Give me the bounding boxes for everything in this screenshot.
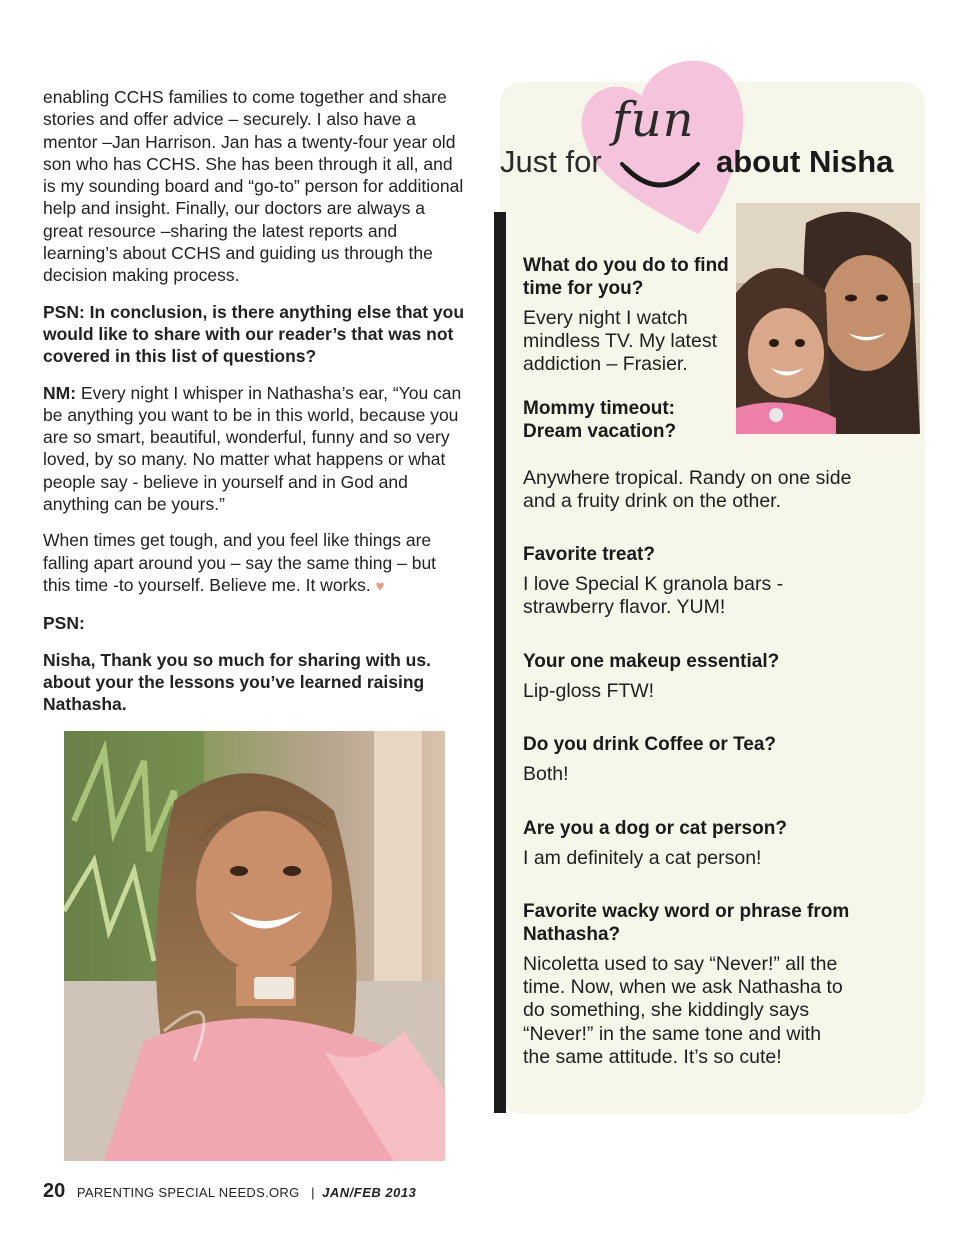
qa-item <box>523 817 858 870</box>
psn-question: PSN: In conclusion, is there anything else that you would like to share with our reader’s that was not covered in this list of questions? <box>43 301 465 367</box>
thanks-paragraph: Nisha, Thank you so much for sharing with us. about your the lessons you’ve learned raising Nathasha. <box>43 649 431 715</box>
tough-times-paragraph <box>43 529 468 598</box>
page-footer <box>43 1180 416 1203</box>
qa-item <box>523 467 863 513</box>
girl-photo <box>64 731 445 1161</box>
qa-answer: Every night I watch mindless TV. My latest addiction – Frasier. <box>523 307 717 376</box>
qa-question: Favorite wacky word or phrase from Nathasha? <box>523 901 850 945</box>
heart-icon: ♥ <box>375 577 385 595</box>
qa-question: Your one makeup essential? <box>523 651 780 672</box>
qa-answer: Nicoletta used to say “Never!” all the time. Now, when we ask Nathasha to do something, she kiddingly says “Never!” in the same tone and with the same attitude. It’s so cute! <box>523 953 843 1068</box>
qa-question: Do you drink Coffee or Tea? <box>523 734 777 755</box>
qa-item <box>523 733 858 786</box>
qa-item <box>523 650 858 703</box>
footer-issue: JAN/FEB 2013 <box>322 1185 417 1200</box>
qa-item <box>523 543 858 619</box>
article-paragraph: enabling CCHS families to come together and share stories and offer advice – securely. I also have a mentor –Jan Harrison. Jan has a twenty-four year old son who has CCHS. She has been through it all, and is my sounding board and “go-to” person for additional help and insight. Finally, our doctors are always a great resource –sharing the latest reports and learning’s about CCHS and guiding us through the decision making process. <box>43 87 464 286</box>
nm-answer: Every night I whisper in Nathasha’s ear, “You can be anything you want to be in this world, because you are so smart, beautiful, wonderful, funny and so very loved, by so many. No matter what happens or what people say - believe in yourself and in God and anything can be yours.” <box>43 382 462 515</box>
qa-answer: Anywhere tropical. Randy on one side and a fruity drink on the other. <box>523 467 852 513</box>
sidebar-title-right: about Nisha <box>716 144 894 179</box>
qa-item <box>523 900 853 1069</box>
family-photo <box>736 203 920 434</box>
article-column <box>43 86 468 729</box>
page-number: 20 <box>43 1180 66 1202</box>
qa-question: Favorite treat? <box>523 544 655 565</box>
smile-icon <box>620 160 700 196</box>
nm-label: NM: <box>43 382 77 403</box>
psn-label: PSN: <box>43 613 85 634</box>
sidebar-accent-bar <box>494 212 506 1113</box>
tough-times-text: When times get tough, and you feel like things are falling apart around you – say the same thing – but this time -to yourself. Believe me. It works. <box>43 530 437 595</box>
qa-answer: I am definitely a cat person! <box>523 847 762 869</box>
qa-question: Mommy timeout: Dream vacation? <box>523 398 677 442</box>
qa-answer: I love Special K granola bars - strawberry flavor. YUM! <box>523 573 784 619</box>
qa-question: What do you do to find time for you? <box>523 255 729 299</box>
sidebar-title-left: Just for <box>500 144 602 179</box>
qa-answer: Both! <box>523 763 569 785</box>
footer-separator: | <box>311 1185 315 1200</box>
qa-answer: Lip-gloss FTW! <box>523 680 655 702</box>
footer-site: PARENTING SPECIAL NEEDS.ORG <box>76 1185 300 1200</box>
fun-word: fun <box>612 92 695 148</box>
qa-item <box>523 397 733 443</box>
nm-answer-paragraph <box>43 382 468 516</box>
qa-item <box>523 254 733 377</box>
qa-question: Are you a dog or cat person? <box>523 818 787 839</box>
